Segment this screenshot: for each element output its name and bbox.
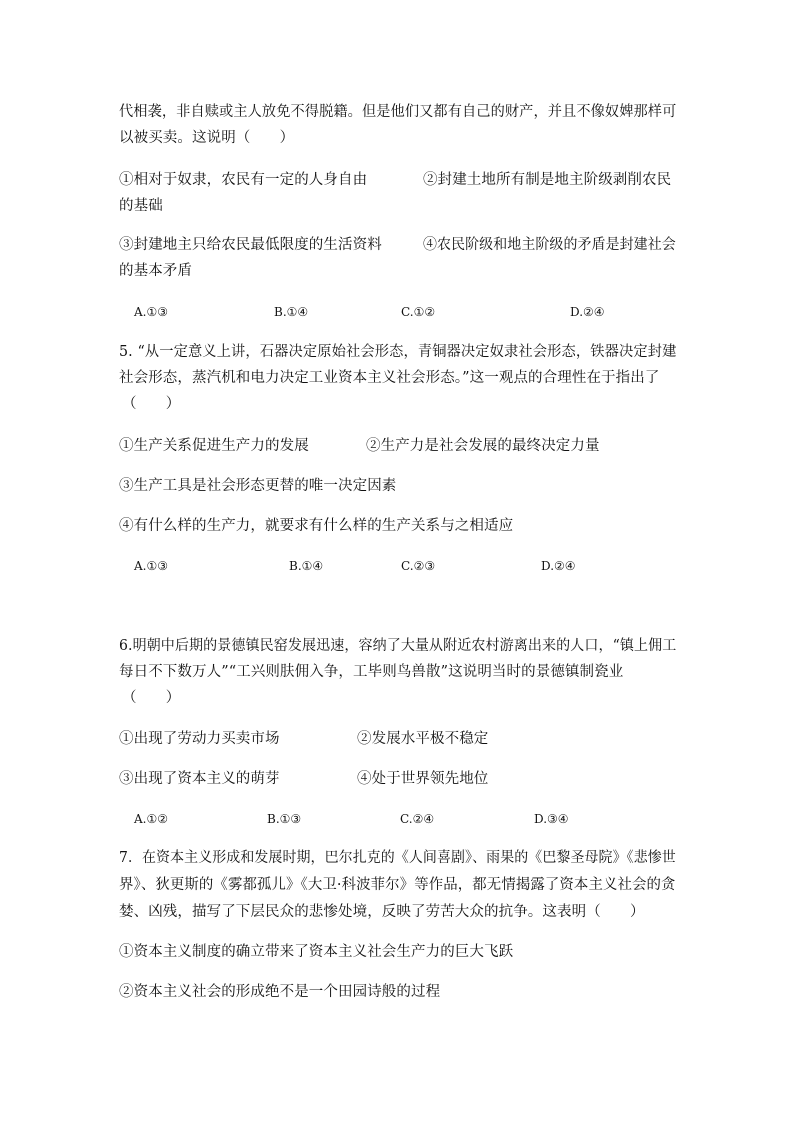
q4-stem-line2: 以被买卖。这说明（ ） — [119, 130, 295, 146]
q7-stem-line1: 7．在资本主义形成和发展时期，巴尔扎克的《人间喜剧》、雨果的《巴黎圣母院》《悲惨世 — [119, 850, 676, 866]
q6-option-d[interactable]: D.③④ — [534, 812, 569, 826]
q6-stem-line2: 每日不下数万人”“工兴则肤佣入争，工毕则鸟兽散”这说明当时的景德镇制瓷业 — [119, 664, 624, 680]
q6-option-a[interactable]: A.①② — [134, 812, 168, 826]
q6-statement-4: ④处于世界领先地位 — [357, 771, 489, 787]
q6-statement-1: ①出现了劳动力买卖市场 — [119, 731, 280, 747]
q7-statement-2: ②资本主义社会的形成绝不是一个田园诗般的过程 — [119, 984, 441, 1000]
q7-stem-line2: 界》、狄更斯的《雾都孤儿》《大卫·科波菲尔》等作品，都无情揭露了资本主义社会的贪 — [119, 877, 676, 893]
q4-statement-4-cont: 的基本矛盾 — [119, 263, 192, 279]
q6-answer-blank: （ ） — [122, 690, 181, 706]
q5-answer-blank: （ ） — [122, 396, 181, 412]
q5-option-b[interactable]: B.①④ — [289, 559, 324, 573]
q4-option-d[interactable]: D.②④ — [570, 305, 605, 319]
q4-option-b[interactable]: B.①④ — [274, 305, 309, 319]
q4-stem-line1: 代相袭，非自赎或主人放免不得脱籍。但是他们又都有自己的财产，并且不像奴婢那样可 — [119, 104, 677, 120]
q4-option-c[interactable]: C.①② — [401, 305, 436, 319]
q5-statement-1: ①生产关系促进生产力的发展 — [119, 438, 309, 454]
q4-option-a[interactable]: A.①③ — [134, 305, 168, 319]
q6-statement-3: ③出现了资本主义的萌芽 — [119, 771, 280, 787]
q6-option-c[interactable]: C.②④ — [400, 812, 435, 826]
q5-statement-3: ③生产工具是社会形态更替的唯一决定因素 — [119, 478, 397, 494]
q4-statement-1: ①相对于奴隶，农民有一定的人身自由 — [119, 172, 368, 188]
q5-option-d[interactable]: D.②④ — [541, 559, 576, 573]
q5-statement-2: ②生产力是社会发展的最终决定力量 — [366, 438, 600, 454]
q7-statement-1: ①资本主义制度的确立带来了资本主义社会生产力的巨大飞跃 — [119, 944, 514, 960]
q4-statement-2: ②封建土地所有制是地主阶级剥削农民 — [423, 172, 672, 188]
q5-stem-line2: 社会形态，蒸汽机和电力决定工业资本主义社会形态。”这一观点的合理性在于指出了 — [119, 370, 660, 386]
q5-option-c[interactable]: C.②③ — [401, 559, 436, 573]
q4-statement-2-cont: 的基础 — [119, 198, 163, 214]
q4-statement-3: ③封建地主只给农民最低限度的生活资料 — [119, 237, 382, 253]
q5-option-a[interactable]: A.①③ — [134, 559, 168, 573]
q6-statement-2: ②发展水平极不稳定 — [357, 731, 489, 747]
q5-stem-line1: 5. “从一定意义上讲，石器决定原始社会形态，青铜器决定奴隶社会形态，铁器决定封建 — [119, 344, 677, 360]
q4-statement-4: ④农民阶级和地主阶级的矛盾是封建社会 — [423, 237, 676, 253]
q6-option-b[interactable]: B.①③ — [267, 812, 302, 826]
q5-statement-4: ④有什么样的生产力，就要求有什么样的生产关系与之相适应 — [119, 518, 514, 534]
q7-stem-line3: 婪、凶残，描写了下层民众的悲惨处境，反映了劳苦大众的抗争。这表明（ ） — [119, 904, 645, 920]
q6-stem-line1: 6.明朝中后期的景德镇民窑发展迅速，容纳了大量从附近农村游离出来的人口，“镇上佣工 — [119, 638, 677, 654]
